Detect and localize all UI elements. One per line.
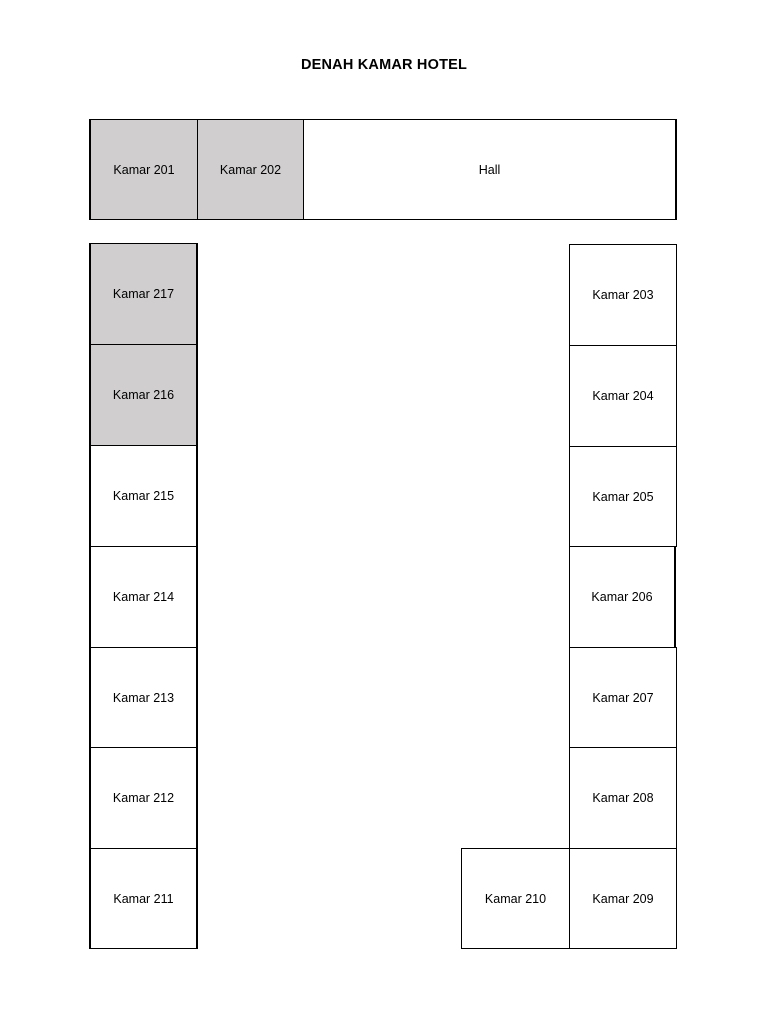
room-212[interactable] [89, 747, 198, 849]
room-label: Kamar 216 [112, 388, 175, 402]
room-215[interactable] [89, 445, 198, 547]
room-label: Kamar 211 [113, 891, 174, 906]
room-203[interactable] [569, 244, 677, 346]
room-209[interactable] [569, 848, 677, 949]
room-206[interactable] [569, 546, 676, 648]
hall-area[interactable] [303, 119, 677, 220]
room-label: Kamar 205 [592, 489, 654, 504]
room-211[interactable] [89, 848, 198, 949]
room-205[interactable] [569, 446, 677, 547]
room-label: Kamar 213 [112, 690, 175, 705]
room-208[interactable] [569, 747, 677, 849]
room-label: Kamar 208 [592, 791, 654, 805]
room-label: Kamar 204 [592, 389, 654, 403]
hall-label: Hall [478, 162, 501, 177]
room-label: Kamar 201 [113, 162, 175, 177]
room-label: Kamar 210 [484, 891, 547, 906]
room-210[interactable] [461, 848, 570, 949]
room-216[interactable] [89, 344, 198, 446]
room-label: Kamar 209 [592, 891, 654, 906]
room-label: Kamar 212 [112, 791, 175, 805]
room-213[interactable] [89, 647, 198, 748]
room-label: Kamar 215 [112, 489, 175, 503]
room-214[interactable] [89, 546, 198, 648]
room-201[interactable] [89, 119, 198, 220]
room-label: Kamar 207 [592, 690, 654, 705]
room-label: Kamar 206 [591, 590, 653, 604]
room-label: Kamar 214 [112, 590, 175, 604]
page-title: DENAH KAMAR HOTEL [300, 57, 468, 73]
room-202[interactable] [197, 119, 304, 220]
room-207[interactable] [569, 647, 677, 748]
room-label: Kamar 202 [219, 162, 282, 177]
room-label: Kamar 203 [592, 288, 654, 302]
room-204[interactable] [569, 345, 677, 447]
room-217[interactable] [89, 243, 198, 345]
room-label: Kamar 217 [112, 287, 175, 301]
